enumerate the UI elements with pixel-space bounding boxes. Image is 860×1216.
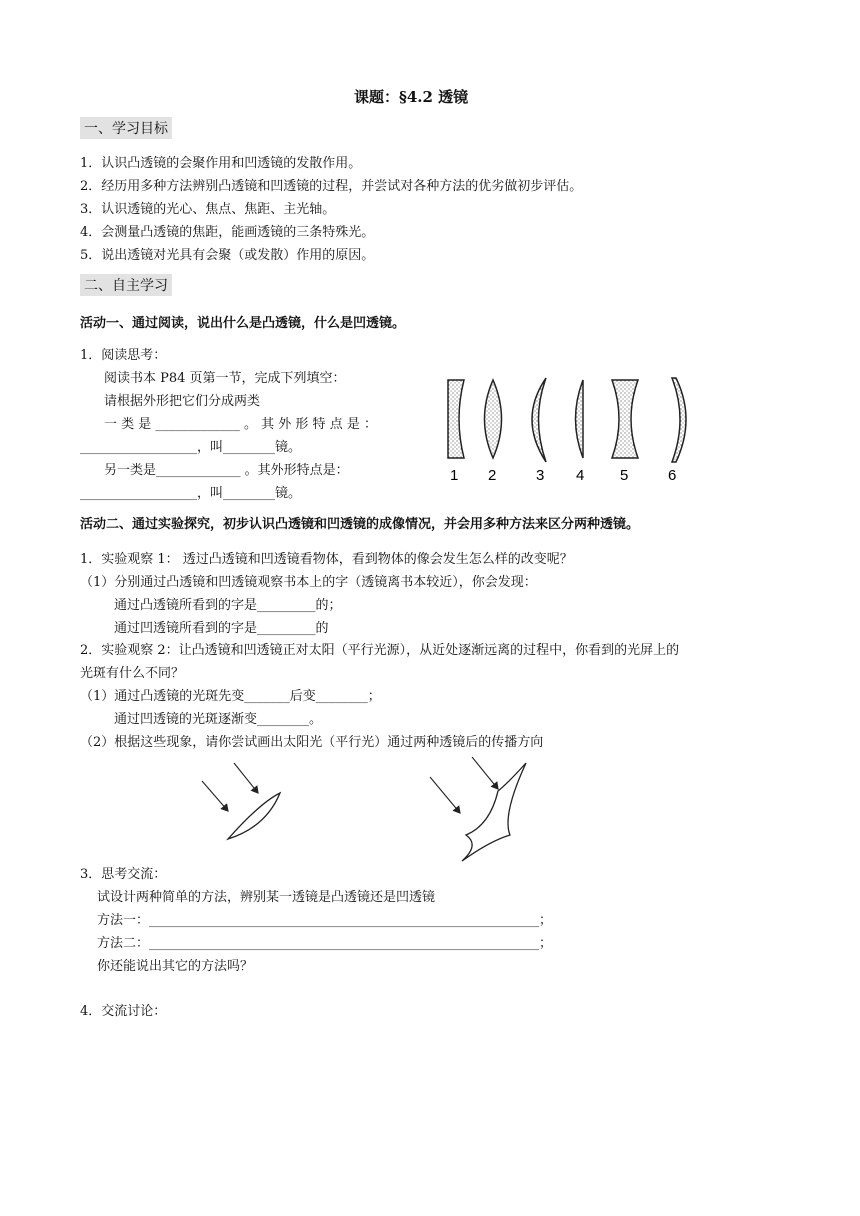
- fill-blank-line: 另一类是_____________ 。其外形特点是：: [104, 463, 349, 478]
- experiment-line: 光斑有什么不同？: [80, 666, 185, 681]
- lens-number-1: 1: [450, 467, 459, 484]
- lens-3-meniscus: [532, 378, 546, 462]
- think-line: 你还能说出其它的方法吗？: [97, 959, 254, 974]
- concave-lens-drawing: [462, 763, 526, 861]
- lens-number-2: 2: [488, 467, 497, 484]
- incident-ray: [202, 781, 228, 811]
- think-line: 试设计两种简单的方法，辨别某一透镜是凸透镜还是凹透镜: [97, 890, 436, 905]
- fill-blank-line: 一 类 是 _____________ 。 其 外 形 特 点 是 ：: [104, 417, 377, 432]
- experiment-line: 通过凹透镜的光斑逐渐变________。: [114, 712, 323, 727]
- method-two-blank: 方法二：____________________________________________________________；: [97, 936, 553, 951]
- lens-6-concave-meniscus: [672, 378, 686, 462]
- fill-blank-line: __________________，叫________镜。: [80, 486, 302, 501]
- reading-instruction: 请根据外形把它们分成两类: [104, 394, 261, 409]
- experiment-line: 通过凹透镜所看到的字是_________的: [114, 621, 329, 636]
- lens-2-biconvex: [485, 380, 502, 458]
- incident-ray: [234, 763, 258, 793]
- lens-number-3: 3: [536, 467, 545, 484]
- goal-item: 5．说出透镜对光具有会聚（或发散）作用的原因。: [80, 248, 375, 263]
- section-heading-goals: 一、学习目标: [80, 117, 172, 139]
- incident-ray: [472, 757, 498, 789]
- experiment-line: （1）分别通过凸透镜和凹透镜观察书本上的字（透镜离书本较近），你会发现：: [80, 575, 537, 590]
- activity1-heading: 活动一、通过阅读，说出什么是凸透镜，什么是凹透镜。: [80, 316, 406, 331]
- goal-item: 1．认识凸透镜的会聚作用和凹透镜的发散作用。: [80, 156, 362, 171]
- experiment-line: 1．实验观察 1： 透过凸透镜和凹透镜看物体，看到物体的像会发生怎么样的改变呢？: [80, 552, 573, 567]
- goal-item: 3．认识透镜的光心、焦点、焦距、主光轴。: [80, 202, 336, 217]
- ray-diagram-figure: [190, 755, 570, 865]
- reading-instruction: 阅读书本 P84 页第一节，完成下列填空：: [104, 371, 346, 386]
- lens-number-6: 6: [668, 467, 677, 484]
- lens-number-5: 5: [620, 467, 629, 484]
- experiment-line: 通过凸透镜所看到的字是_________的；: [114, 598, 342, 613]
- goal-item: 2．经历用多种方法辨别凸透镜和凹透镜的过程，并尝试对各种方法的优劣做初步评估。: [80, 179, 583, 194]
- fill-blank-line: __________________，叫________镜。: [80, 440, 302, 455]
- lens-number-4: 4: [576, 467, 585, 484]
- discussion-heading: 4．交流讨论：: [80, 1004, 167, 1019]
- lens-4-plano-convex: [576, 380, 584, 458]
- method-one-blank: 方法一：____________________________________________________________；: [97, 913, 553, 928]
- think-heading: 3．思考交流：: [80, 867, 167, 882]
- incident-ray: [430, 777, 460, 813]
- convex-lens-drawing: [228, 793, 280, 839]
- reading-label: 1．阅读思考：: [80, 348, 167, 363]
- activity2-heading: 活动二、通过实验探究，初步认识凸透镜和凹透镜的成像情况，并会用多种方法来区分两种透镜。: [80, 517, 640, 532]
- lens-5-biconcave: [612, 380, 638, 458]
- page-title: 课题：§4.2 透镜: [354, 88, 469, 106]
- lens-1-plano-concave: [448, 380, 464, 458]
- experiment-line: 2．实验观察 2：让凸透镜和凹透镜正对太阳（平行光源），从近处逐渐远离的过程中，你看到的光屏上的: [80, 643, 680, 658]
- experiment-line: （1）通过凸透镜的光斑先变_______后变________；: [80, 689, 381, 704]
- section-heading-self-study: 二、自主学习: [80, 274, 172, 296]
- goal-item: 4．会测量凸透镜的焦距，能画透镜的三条特殊光。: [80, 225, 375, 240]
- experiment-line: （2）根据这些现象，请你尝试画出太阳光（平行光）通过两种透镜后的传播方向: [80, 735, 544, 750]
- lens-shapes-figure: [436, 372, 696, 487]
